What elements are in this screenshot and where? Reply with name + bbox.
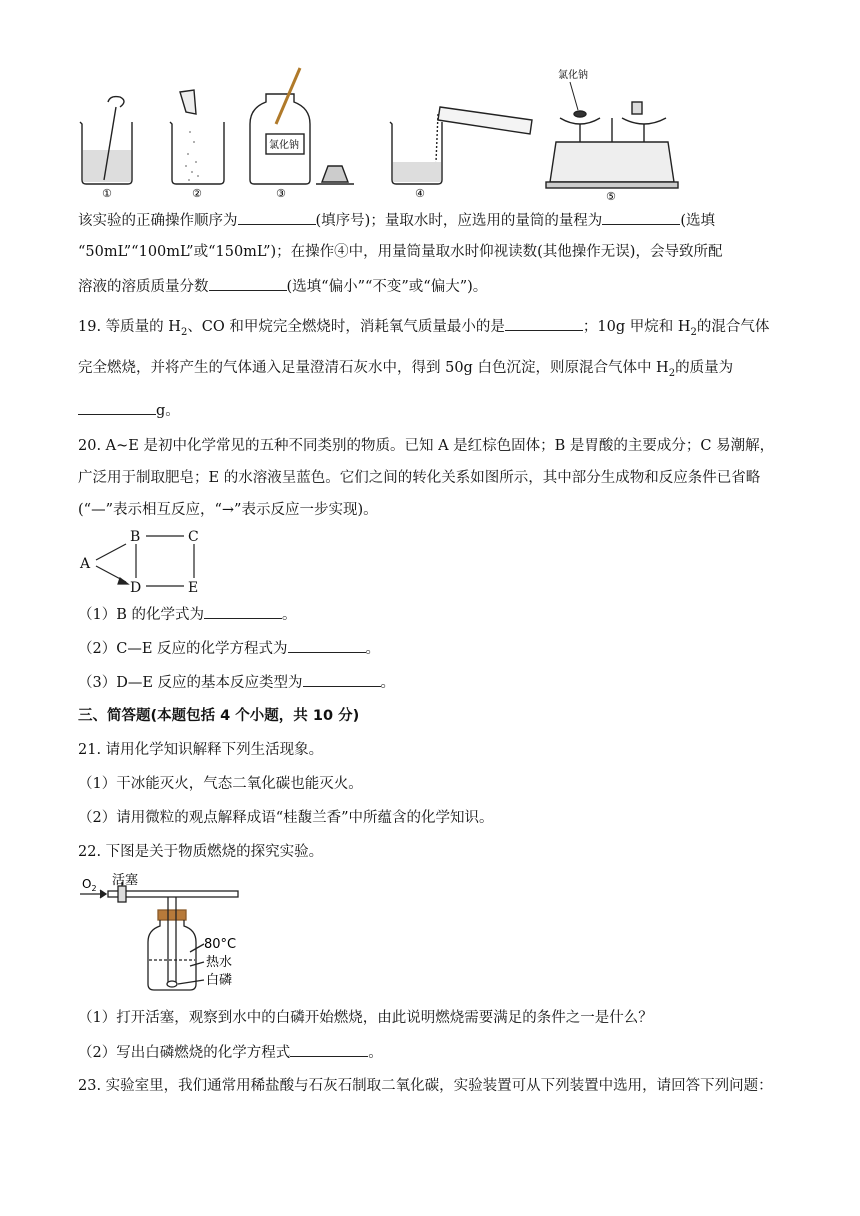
q19-text-b: 、CO 和甲烷完全燃烧时，消耗氧气质量最小的是	[187, 319, 505, 335]
temp-label: 80°C	[204, 937, 237, 952]
q19-text-g: g。	[156, 403, 180, 419]
q19-text-f: 的质量为	[675, 360, 734, 376]
q19-text-e: 完全燃烧，并将产生的气体通入足量澄清石灰水中，得到 50g 白色沉淀，则原混合气体中 H	[78, 360, 669, 376]
q22-title: 22. 下图是关于物质燃烧的探究实验。	[78, 844, 324, 860]
q18-line3	[78, 276, 487, 297]
beaker-stirring-figure	[80, 97, 132, 184]
q20-s1-end: 。	[282, 607, 297, 623]
q20-blank-1[interactable]	[204, 604, 282, 619]
q20-blank-2[interactable]	[288, 638, 366, 653]
q18-text-c: (选填	[680, 213, 715, 229]
q18-text-e: (选填“偏小”“不变”或“偏大”)。	[286, 279, 488, 295]
q19-text-d: 的混合气体	[696, 319, 770, 335]
label-2: ②	[192, 187, 202, 200]
q20-line3: (“—”表示相互反应，“→”表示反应一步实现)。	[78, 502, 378, 518]
label-4: ④	[415, 187, 425, 200]
q18-text-b: (填序号)；量取水时，应选用的量筒的量程为	[315, 213, 603, 229]
q21-sub1: （1）干冰能灭火，气态二氧化碳也能灭火。	[78, 776, 363, 792]
jar-label: 氯化钠	[269, 140, 299, 151]
q19-sub-1: 2	[180, 326, 188, 338]
q19-sub-3: 2	[668, 367, 676, 379]
q18-text-a: 该实验的正确操作顺序为	[78, 213, 238, 229]
q18-blank-1[interactable]	[238, 210, 316, 225]
white-phosphorus-label: 白磷	[206, 973, 233, 988]
q22-s2-text: （2）写出白磷燃烧的化学方程式	[78, 1045, 291, 1061]
cylinder-pouring-figure	[390, 107, 532, 184]
q19-line3	[78, 400, 180, 421]
q20-s2-text: （2）C—E 反应的化学方程式为	[78, 641, 288, 657]
q19-text-a: 19. 等质量的 H	[78, 319, 181, 335]
q20-s3-end: 。	[380, 675, 396, 691]
q20-relation-diagram	[78, 524, 218, 596]
o2-label: $O_2$	[82, 877, 97, 893]
q19-sub-2: 2	[690, 326, 697, 338]
q20-s3-text: （3）D—E 反应的基本反应类型为	[78, 675, 303, 691]
q20-sub2	[78, 638, 380, 659]
balance-label: 氯化钠	[558, 70, 588, 81]
q18-line1	[78, 210, 715, 231]
node-d: D	[130, 580, 142, 596]
hot-water-label: 热水	[206, 955, 233, 970]
node-e: E	[188, 580, 199, 596]
q18-blank-3[interactable]	[209, 276, 287, 291]
q19-line2	[78, 358, 733, 384]
reagent-jar-figure	[250, 68, 354, 184]
q22-s2-end: 。	[368, 1045, 383, 1061]
q20-line2: 广泛用于制取肥皂；E 的水溶液呈蓝色。它们之间的转化关系如图所示，其中部分生成物和反应条件已省略	[78, 470, 761, 486]
q18-text-d: 溶液的溶质质量分数	[78, 279, 209, 295]
node-b: B	[130, 529, 141, 545]
q20-s2-end: 。	[365, 641, 381, 657]
section-3-heading: 三、简答题(本题包括 4 个小题，共 10 分)	[78, 708, 360, 724]
q23-title: 23. 实验室里，我们通常用稀盐酸与石灰石制取二氧化碳，实验装置可从下列装置中选用，请回答下列问题：	[78, 1078, 773, 1094]
q18-blank-2[interactable]	[602, 210, 680, 225]
beaker-pouring-figure	[170, 90, 224, 184]
q19-blank-2[interactable]	[78, 400, 156, 415]
q21-sub2: （2）请用微粒的观点解释成语“桂馥兰香”中所蕴含的化学知识。	[78, 810, 494, 826]
q20-sub1	[78, 604, 297, 625]
q19-blank-1[interactable]	[505, 316, 583, 331]
q20-line1: 20. A~E 是初中化学常见的五种不同类别的物质。已知 A 是红棕色固体；B 是胃酸的主要成分；C 易潮解，	[78, 438, 775, 454]
q22-blank-1[interactable]	[290, 1042, 368, 1057]
label-5: ⑤	[606, 190, 616, 203]
q20-s1-text: （1）B 的化学式为	[78, 607, 204, 623]
node-a: A	[80, 556, 91, 572]
q19-line1	[78, 316, 769, 343]
label-3: ③	[276, 187, 286, 200]
q20-sub3	[78, 672, 395, 693]
valve-label: 活塞	[112, 873, 139, 888]
q20-blank-3[interactable]	[303, 672, 381, 687]
q21-title: 21. 请用化学知识解释下列生活现象。	[78, 742, 324, 758]
q19-text-c: ；10g 甲烷和 H	[582, 319, 691, 335]
q22-combustion-figure	[78, 872, 258, 1000]
q22-sub2	[78, 1042, 383, 1063]
balance-figure	[546, 102, 678, 188]
node-c: C	[188, 529, 199, 545]
label-1: ①	[102, 187, 112, 200]
q18-line2: “50mL”“100mL”或“150mL”)；在操作④中，用量筒量取水时仰视读数(其他操作无误)，会导致所配	[78, 244, 723, 260]
apparatus-figure	[70, 62, 710, 207]
q22-sub1: （1）打开活塞，观察到水中的白磷开始燃烧，由此说明燃烧需要满足的条件之一是什么？	[78, 1010, 653, 1026]
